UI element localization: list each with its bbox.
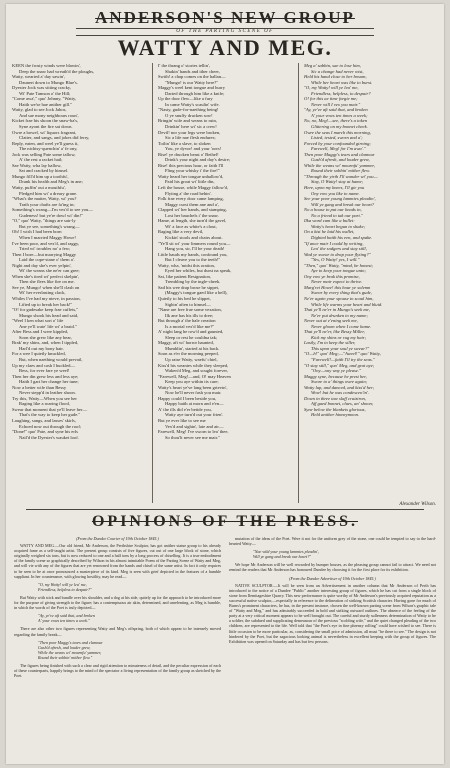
press-verse (14, 640, 221, 660)
verse-line: Vex'd and sighin', late and air— (165, 423, 224, 429)
verse-line: Waken'd Meg, and sought forever, (165, 368, 229, 374)
verse-line: Drinkin' here wi' sic a crew! (165, 124, 217, 130)
verse-line: Owre the seas I march this morning, (304, 129, 371, 135)
verse-line: I' the thrang o' stories tellin', (158, 63, 210, 68)
verse-line: Bringin' wife and weans to ruin, (158, 118, 218, 124)
verse-line: Gush'd afresh, and louder grew, (311, 157, 370, 163)
verse-line: Glittering on my bonnet cheek. (311, 124, 368, 130)
verse-line: Deep the snaw had wreath'd the ploughs, (19, 68, 95, 74)
verse-line: A' the rest a racket hail; (19, 157, 63, 163)
verse-line: Laughing, sangs, and lasses' skirls, (12, 418, 76, 423)
verse-line: Bess, for ever fare ye weel! (19, 368, 70, 374)
verse-line: Ne'er again your spouse to scaul him, (304, 295, 374, 301)
verse-line: That ye'll ne'er in Mungo's seek me, (304, 307, 370, 313)
verse-line: Kicket frae his shoon the snaw-ba's, (12, 118, 79, 124)
poem-credit: Alexander Wilson. (399, 502, 436, 507)
verse-line: Folk frae every door came lamping, (158, 196, 224, 202)
poster-subtitle: OF THE PARTING SCENE OF (176, 29, 274, 34)
verse-line: Quietly to his bed he slippet, (158, 295, 211, 301)
verse-line: Forced by your confounded girning; (304, 140, 371, 146)
verse-line: Watty aye turn'd out your frien'. (165, 412, 224, 418)
verse-line: "Ony—ony way ye please." (311, 368, 362, 374)
verse-line: Happy could I been beside you, (158, 395, 217, 401)
title-rule-top (76, 28, 374, 29)
verse-line: Ony vow you like to name. (311, 190, 360, 196)
verse-line: Then I bore—but marrying Maggy (12, 251, 77, 257)
verse-line: "O—h!" quo' Meg;—"Aweel!" quo' Watty, (304, 351, 381, 357)
verse-line: Flyting a' the road behin'. (165, 190, 212, 196)
verse-line: But ye see, something's wrang— (19, 223, 80, 229)
verse-line: A' the ills did e'er betide you, (158, 406, 212, 412)
verse-line: And sae mony neighbours roun', (19, 112, 79, 118)
verse-line: Maggy's weel kent tongue and hurry (158, 85, 226, 91)
verse-line: "Done!" quo' Pate, and syne his erls (12, 429, 78, 435)
verse-line: Here, upon my knees, I'll gie you (304, 185, 365, 191)
verse-line: Try this, Watty—When you see her (12, 395, 77, 401)
verse-line: KEEN the frosty winds were blawin', (12, 63, 81, 68)
poem-headline: WATTY AND MEG. (117, 35, 333, 60)
press-column-right (229, 536, 436, 762)
verse-line: Watty lap, and danced, and kiss'd her; (304, 384, 375, 390)
verse-line: "Nae wild your young lammies pleadin', (253, 549, 319, 555)
poem-column-3 (298, 63, 438, 503)
verse-line: Is a mortal vex'd like me?" (165, 323, 215, 329)
verse-line: Sleep or rest he couldna tak; (165, 334, 218, 340)
verse-line: Farewell, Meg! I've sworn to lea' thee, (158, 429, 229, 435)
verse-line: Ane ye'll wate' life wi' a braid." (19, 323, 77, 329)
press-paragraph: NATIVE SCULPTOR.—It will be seen from an Advertisement in another column that Mr Anderson of Perth has introduced to the notice of a Dundee "Public" another interesting group of figures, which he has cut from a single block of stone from Ilemitageshire Quarry. This new performance is quite worthy of Mr Anderson's previously acquired reputation as a successful native sculptor,—especially in reference to the delineation of striking Scottish character. Having gone for much of Burns's prominent characters, he has, in the present instance, chosen the well-known parting scene from Wilson's graphic tale of "Watty and Meg," and has admirably succeeded in bold and striking outward outlines. The absence of the feeling of the party at a very critical moment appears to be well brought out. The careful and sturdy sullenness determination of Watty to be a soldier, the subdued and supplicating demeanour of the previous "scolding wife," and the quiet changed pleading of the two children, are represented to the life. Well told that "the Poet's eye in fine phrenzy rolling" could have wished to see. There is little occasion to be more particular, as, considering the small price of admission, all must "be there to see." The design is not hindered by the Poet, but the sagacious looking animal is nevertheless in excellent keeping with the group of figures. The Exhibition was opened on Saturday and has but few persons. (229, 582, 436, 644)
verse-line: Never out at e'ening seek me, (304, 318, 358, 324)
verse-line: Mumblin', started at his back. (165, 345, 220, 351)
verse-line: Lastly, I'm to keep the siller, (304, 340, 356, 346)
verse-line: Never mair expect to thrive. (311, 279, 363, 285)
verse-line: Little hauds my hands, confound you, (158, 251, 228, 257)
verse-line: Wad ye swear to drap your flyting?" (304, 251, 371, 257)
verse-line: But, when naething would prevail, (19, 356, 83, 362)
verse-line: "Mungo! is our Watty here?" (165, 79, 219, 85)
verse-line: Aye to keep your tongue unto; (311, 268, 366, 274)
verse-line: "O! for gudesake keep frae cuffets," (12, 307, 79, 313)
verse-line: Haith I gart her change her tune; (19, 379, 79, 385)
verse-line: Toilin' like a slave, to sloken (158, 140, 211, 146)
verse-line: Whiles I've had my nieve, in passion, (12, 295, 81, 301)
verse-line: Kickin' stools and chairs about. (165, 234, 223, 240)
verse-line: Swear by every thing that's gude, (311, 290, 372, 296)
verse-line: Soon as e'er the morning peeped, (158, 351, 219, 357)
verse-line: "Then," quo' Watty, "mind, be honest; (304, 262, 374, 268)
verse-line: Sighin' aften to himsel— (165, 301, 211, 307)
verse-line: Wi' the weans she ne'er can gree; (19, 268, 80, 274)
poem-columns (12, 63, 438, 503)
verse-line: Echoed now out through the roof; (19, 423, 82, 429)
verse-line: Sat and cracked by himsel. (19, 168, 69, 174)
verse-line: Maggy, aft wi' horror haunted, (158, 340, 214, 346)
verse-line: Kick my shins or rug my hair; (311, 334, 367, 340)
verse-line: Gush'd afresh, and louder grew, (38, 644, 91, 650)
verse-line: While her heart was like to burst. (311, 79, 373, 85)
verse-line: Up my claes and cash I buckled— (12, 362, 76, 368)
verse-line: Reply, eaten, and weel ye'll guess it, (12, 140, 79, 146)
verse-line: No, no, Meg!—see, there's a token (304, 118, 368, 124)
verse-line: In came Watty's scaulin' wife. (165, 101, 220, 107)
verse-line: "What's the matter, Watty, wi' you? (12, 196, 77, 202)
verse-line: On a kist he laid his wallet, (304, 229, 355, 235)
verse-line: "O stay still," quo' Meg, and grat aye; (304, 362, 375, 368)
verse-line: Devil! nor your legs were broken, (158, 129, 221, 135)
verse-line: Mungo fill'd him up a toothfu', (12, 173, 69, 179)
verse-line: Swear that moment that ye'll leave her— (12, 406, 88, 412)
verse-line: Wi' Pate Tamson o' the Hill; (19, 90, 71, 96)
verse-line: Hame, at length, she turn'd the gavel, (158, 218, 227, 224)
verse-line: Dighted baith his een, and spake. (311, 234, 373, 240)
broadside-sheet (6, 4, 444, 764)
verse-line: Round their sobbin' mither flew." (38, 654, 93, 660)
verse-line: Ony vow ye brak this promise, (304, 273, 360, 279)
verse-line: That's the way to keep her gude." (19, 412, 81, 418)
verse-line: Darted through him like a knife; (165, 90, 225, 96)
verse-line: Meg a' sabbin, sae to lose him, (304, 63, 361, 68)
verse-line: Mungo shook his head and said, (19, 312, 79, 318)
verse-line: Paid his groat wi' little din, (165, 179, 215, 185)
verse-line: Owre a bowel, wi' liquors fragrant, (12, 129, 77, 135)
verse-line: Farewell, Meg! for I'm awa'." (311, 146, 366, 152)
press-verse (14, 582, 221, 592)
verse-line: While the weans wi' mournfu' yammer, (304, 162, 375, 168)
verse-line: Now a better wife than Bessy (12, 384, 67, 390)
verse-line: Laid the cope-stane o' them a'. (19, 257, 75, 263)
verse-line: "O," quo' Watty, "things are sair-ly (12, 218, 76, 224)
verse-line: Brak' my shins, and, when I tippled, (12, 340, 79, 346)
verse-line: Watty, glad to see Jock Jabos, (12, 107, 67, 113)
verse-line: Wi' a face as white's a clout, (165, 223, 217, 229)
verse-line: When she's tired wi' perfect skelpin', (12, 273, 80, 279)
verse-line: Something's wrang—I'm vex'd to see you— (12, 207, 93, 213)
verse-line: "Ay, ye've aft said that, and broken (304, 107, 368, 113)
verse-line: Round their sobbin' mither flew. (311, 168, 370, 174)
verse-line: Watty's heart begun to shake; (311, 223, 366, 229)
verse-line: Watty's heart ye've lang been grievin', (158, 384, 228, 390)
verse-line: See your poor young lammies pleadin', (304, 196, 376, 202)
verse-line: Will ye gang and break our heart? (311, 201, 375, 207)
verse-line: No a friend to tak our part." (311, 212, 363, 218)
verse-line: But I cleave you to the teeth!" (165, 257, 221, 263)
verse-line: "Nane are free frae some vexation, (158, 307, 222, 313)
verse-line: Lea' the sodgers and stay still, (311, 246, 367, 252)
poster-title: ANDERSON'S NEW GROUP (95, 8, 355, 27)
verse-line: Trath your chafts are fa'ing in; (19, 201, 75, 207)
verse-line: Haith we'se hae anither gill." (19, 101, 73, 107)
verse-line: Drank his health and Meg's in ane; (19, 179, 83, 185)
verse-line: "Yes, O Watty! yes, I will." (311, 257, 360, 263)
verse-line: Aff gaed bonnet, claes, an' shoon; (311, 401, 374, 407)
verse-line: Friendless, helpless, to despair? (311, 90, 371, 96)
verse-line: When I married Maggy Howe! (19, 234, 76, 240)
verse-line: The nichtsy-quenchin' a' fe ony, (19, 146, 78, 152)
verse-line: So thou'lt never see me mair." (165, 434, 221, 440)
verse-line: Tried wi' troubles no' a few; (19, 246, 71, 252)
press-paragraph: But Watty with stick and bundle over his shoulder, and a dog at his side, quitely up for the approach to be introduced more for the purpose of giving strength to the figure; has a contemptuous air akin, determined, and unrelenting, as Meg is humble, in which the words of the Poet is truly depicted— (14, 594, 221, 611)
verse-line: Dyester Jock was sitting cracky, (12, 85, 72, 91)
press-section (14, 536, 436, 762)
verse-line: Happy baith at morn and e'en— (165, 401, 224, 407)
verse-line: Swith! a chap comes on the hallan— (158, 74, 226, 80)
verse-line: This upon your soul ye swear?" (311, 345, 370, 351)
verse-line: "Then poor Maggy's tears and clamour (38, 639, 103, 645)
press-paragraph: The figures being finished with such a clear and rigid attention to minuteness of detail, and the peculiar expression of each of these counterparts, happily brings to the mind of the spectator a living representation of the family group as sketched by the Poet. (14, 662, 221, 679)
verse-line: Hang you, sir, I'll be your death! (165, 246, 225, 252)
verse-line: Sad his wee drap brose he sippet, (158, 284, 220, 290)
verse-line: Never gloom when I come hame. (311, 323, 372, 329)
verse-line: Eyed her whiles, but durst na speak, (165, 268, 232, 274)
verse-line: Then poor Maggy's tears and clamour (304, 151, 375, 157)
verse-line: Daunert down to Mungo Blue's. (19, 79, 78, 85)
verse-line: Watty, puffin' out a mouthfu', (12, 185, 66, 191)
verse-line: Watty, wha, 'midst this oration, (158, 262, 215, 268)
verse-line: Lost her bauchels i' the snaw. (165, 212, 219, 218)
verse-line: Friendless, helpless to despair?" (38, 586, 92, 592)
verse-line: Oh! I wish I had been born (12, 229, 62, 235)
verse-line: Rise! ye drucken beast o' Bethel! (158, 151, 219, 157)
verse-line: Then her din grew less and less aye; (12, 373, 79, 379)
verse-line: Maggy curst them ane and a', (165, 201, 219, 207)
verse-line: Rise! this precious hour, or faith I'll (158, 162, 224, 168)
verse-line: Ne'er put drunken to my name; (311, 312, 368, 318)
verse-line: Raging like a roaring flood, (19, 401, 70, 407)
press-column-left (14, 536, 221, 762)
verse-line: Sae Watty, wha lay hallow, (12, 162, 62, 168)
verse-line: "O, my Watty! will ye lea' me, (38, 581, 87, 587)
verse-line: O! for this ae time forgie me; (304, 96, 358, 102)
verse-line: Maggy syne, because he prest her, (304, 373, 367, 379)
verse-line: Harl'd out my bony hair. (19, 345, 64, 351)
press-paragraph: There are also other two figures representing Watty and Meg's offspring, both of which appear to be intensely moved regarding the family break— (14, 626, 221, 637)
press-verse (229, 549, 436, 559)
verse-line: Up the door flew—like a fury (158, 96, 213, 102)
verse-line: Sic a change had never wist, (311, 68, 364, 74)
verse-line: Keep you aye within its care; (165, 379, 219, 385)
press-source-courier: (From the Dundee Courier of 19th October 1845.) (76, 536, 159, 541)
verse-line: Listed, tested, sworn and a'; (311, 135, 363, 141)
verse-line: Drink's your night and day's desire; (165, 157, 231, 163)
verse-line: Raging like a very devil, (158, 229, 204, 235)
verse-line: Syne ayont the fire sat down. (19, 124, 73, 130)
verse-line: Wi' her everlasting clack, (19, 290, 66, 296)
verse-line: Night and day she's ever yelpin', (12, 262, 72, 268)
verse-line: Never stepp'd in leather shoon. (19, 390, 76, 396)
verse-line: Gudeness! but ye're dowf wi' din!" (19, 212, 83, 218)
press-source-advertiser: (From the Dundee Advertiser of 19th October 1845.) (289, 575, 376, 581)
verse-line: (Maggy's tongue gaed like a bell), (165, 290, 228, 296)
verse-line: A' your vows ten times a week." (38, 618, 90, 624)
verse-line: Stay, O Watty! stay at hame; (311, 179, 364, 185)
verse-line: Watty heard her tongue unhallow'd, (158, 173, 224, 179)
verse-line: Wow! but he was condescen'in'. (311, 390, 370, 396)
verse-line: Down in three taw slaff cruiziron, (304, 395, 366, 401)
verse-line: Trembling by the ingle-cheek. (165, 279, 221, 285)
verse-line: "Ay, ye've aft said that, and broken (38, 613, 95, 619)
verse-line: "Farewell!—faith I'll try the seas." (311, 356, 375, 362)
verse-line: Swore to a' things owre again; (311, 379, 368, 385)
verse-line: You, ye dyvor! and your 'oors! (165, 146, 222, 152)
verse-line: Kiss'd his weanies while they sleeped, (158, 362, 229, 368)
poem-column-1 (12, 63, 146, 503)
verse-line: Marg'ret Howe! this hour ye solemn (304, 284, 371, 290)
verse-line: Left the house, while Maggy fallow'd, (158, 185, 229, 191)
verse-line: "Farewell, Meg!—and, O! may Heaven (158, 373, 231, 379)
verse-line: Pledged him wi' a dreary grane. (19, 190, 78, 196)
verse-line: Nail'd the Dyester's wauket loof. (19, 434, 79, 440)
verse-line: Jock was selling Pate some tallow, (12, 151, 76, 157)
verse-line: Then she flees like fire on me. (19, 279, 75, 285)
verse-line: That ye'll ne'er, like Bessy Miller, (304, 329, 365, 335)
verse-line: Now he'll never fash you mair. (165, 390, 222, 396)
verse-line: Clapped wi' her hands, and stamping, (158, 207, 227, 213)
verse-line: Will ye gang and break our heart?" (253, 554, 311, 560)
verse-line: Fling your whisky i' the fire!" (165, 168, 220, 174)
verse-line: "Come awa'," quo' Johnny, "Watty, (12, 96, 77, 102)
press-verse (14, 613, 221, 623)
verse-line: O ye snuffy drucken sow! (165, 112, 213, 118)
verse-line: Soon she grew like any bear, (19, 334, 72, 340)
verse-line: See ye, Mungo! when she'll clash on (12, 284, 80, 290)
press-paragraph: mutation of the ideas of the Poet. Were it not for the uniform grey of the stone, one could be tempted to say to the hard-hearted Watty— (229, 536, 436, 547)
verse-line: I've been poor, and vex'd, and raggy, (12, 240, 80, 246)
verse-line: No a house to put our heads in, (304, 207, 362, 213)
section-separator (26, 509, 424, 510)
verse-line: A' night lang he row'd and gaunted, (158, 329, 224, 335)
verse-line: But ye ever like to see me (158, 418, 206, 423)
verse-line: After Bess and I were kippled, (12, 329, 69, 335)
verse-line: Ilka word cam like a bullet: (304, 218, 355, 224)
verse-line: While the weans wi' mournfu' yammer, (38, 649, 102, 655)
verse-line: Ilk ane has his ills to dree; (165, 312, 214, 318)
verse-line: "Nasty, gude-for-naething being! (158, 107, 219, 113)
verse-line: Held his hand close to her bosom, (304, 74, 367, 80)
opinions-heading: OPINIONS OF THE PRESS. (91, 513, 359, 530)
verse-line: A' your vows ten times a week; (311, 112, 368, 118)
verse-line: "If ance mair I could by writing, (304, 240, 364, 246)
verse-line: Syne below the blankets glorious, (304, 406, 366, 412)
verse-line: For a wee I quietly knuckled, (12, 351, 66, 357)
verse-line: "Weel I ken what sort o' life (12, 318, 64, 324)
poem-column-2 (152, 63, 292, 503)
verse-line: Watty, wearied a' day sawin', (12, 74, 66, 80)
verse-line: "Ye'll sit wi' your limmers round you— (158, 240, 231, 246)
verse-line: Up raise Watty, waefu' chiel, (165, 356, 218, 362)
press-paragraph: WATTY AND MEG.—Our old friend, Mr Anderson, the Perthshire Sculptor, has got anither statue group to his already acquired fame as a self-taught artist. The present group consists of five figures, cut out of one large block of stone, which originally weighed six tons, but is now reduced to one and a half tons by a long process of chiselling. It is a true embodiment of the family scene so graphically described by Wilson in his almost inimitable Poem of the Parting Scene of Watty and Meg, and will vie with any of the figures that are yet renowned from the hands and chisel of the same artist. In fact it only requires to be seen to be at once pronounced a masterpiece of its kind. Meg is seen with grief depicted in the features of a humble suppliant. In her countenance, with glowing hostility, may be read— (14, 543, 221, 579)
verse-line: While life warms your heart and bluid. (311, 301, 383, 307)
press-paragraph: We hope Mr Anderson will be well rewarded by bumper houses, as the pleasing group cannot fail to attract. We need not remind the readers that Mr Anderson has honoured Dundee by choosing it for the first place for its exhibition. (229, 562, 436, 573)
verse-line: "O, my Watty! will ye lea' me, (304, 85, 359, 91)
verse-line: Shakin' hands and ither cheer, (165, 68, 220, 74)
verse-line: Clatter, and sangs, and jokes did ferry, (19, 135, 90, 141)
verse-line: But through a' the hale creation (158, 318, 216, 324)
verse-line: Held anither hinneymoon. (311, 412, 360, 418)
verse-line: Never will I vex you mair." (311, 101, 361, 107)
verse-line: "Through the yirth I'll wander wi' you— (304, 173, 378, 179)
verse-line: Lifted up to break her back!" (19, 301, 73, 307)
verse-line: Sat, like patient Resignation, (158, 273, 211, 279)
verse-line: Sic a life nae flesh endures; (165, 135, 216, 141)
